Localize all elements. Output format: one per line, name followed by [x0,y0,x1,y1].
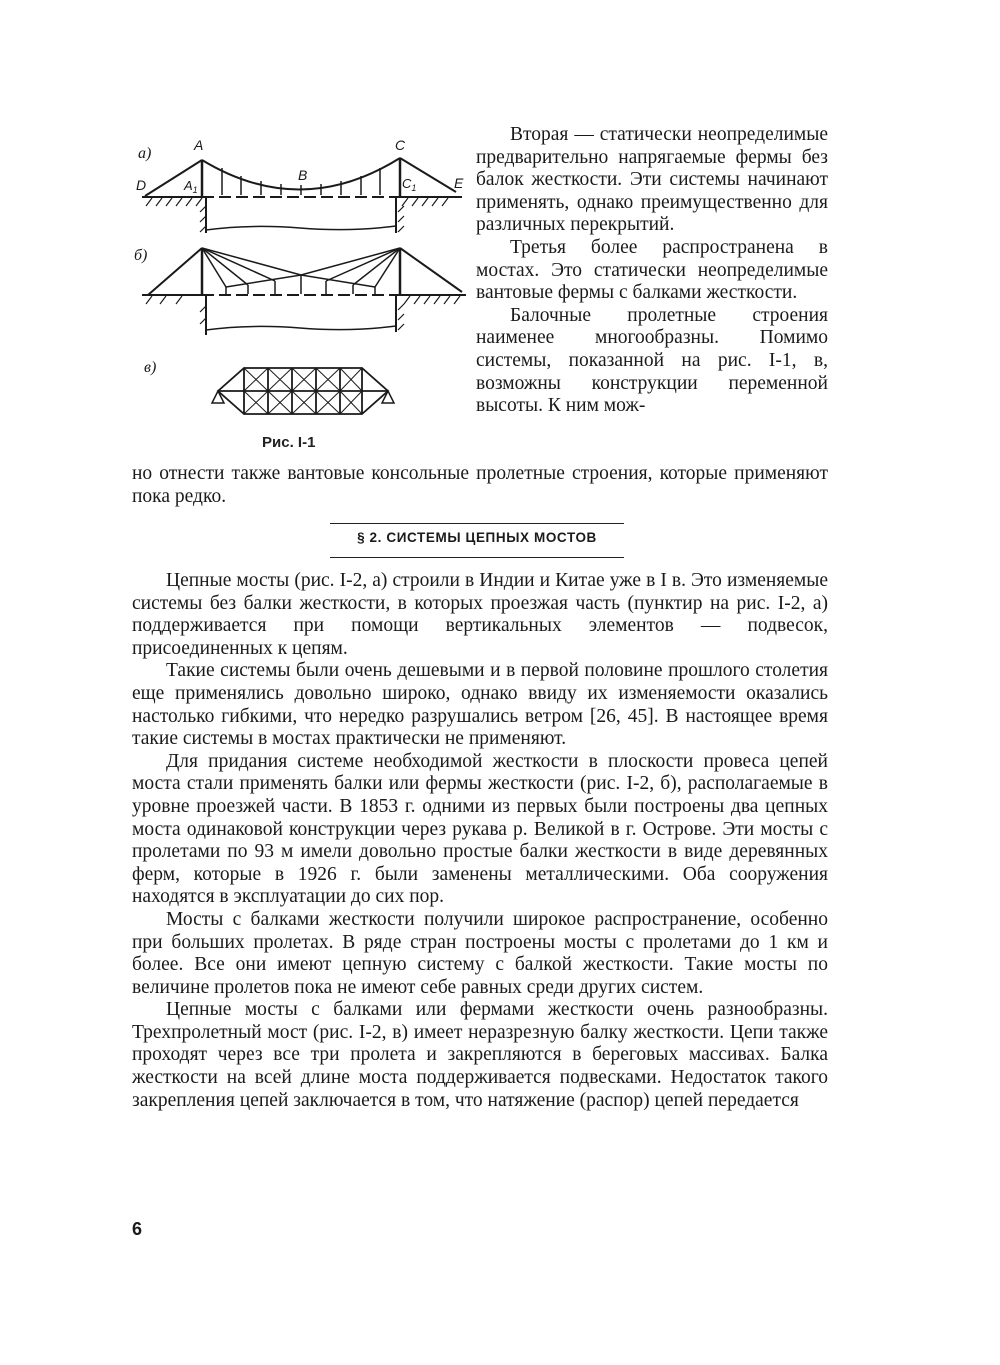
paragraph: Мосты с балками жесткости получили широкое распространение, особенно при больших пролетах. В ряде стран построены мосты с пролетами до 1 км и более. Все они имеют цепную систему с балкой жесткости. Такие мосты по величине пролетов пока не имеют себе равных среди других систем. [132,908,828,998]
page-number: 6 [132,1219,143,1239]
side-text-column [476,124,828,418]
svg-text:A: A [194,137,204,153]
heading-rule-bottom [330,557,624,558]
paragraph: Балочные пролетные строения наименее многообразны. Помимо системы, показанной на рис. I-1, в, возможны конструкции переменной высоты. К ним мож- [476,304,828,417]
panel-label-b: б) [134,247,148,264]
svg-text:D: D [136,177,147,193]
paragraph: Третья более распространена в мостах. Это статически неопределимые вантовые фермы с балками жесткости. [476,236,828,304]
body-text [132,570,828,1112]
panel-label-a: а) [138,145,152,162]
figure-caption: Рис. I-1 [262,434,316,451]
panel-label-v: в) [144,359,157,376]
section-heading: § 2. СИСТЕМЫ ЦЕПНЫХ МОСТОВ [357,530,597,545]
svg-text:B: B [298,167,308,183]
paragraph: но отнести также вантовые консольные пролетные строения, которые применяют пока редко. [132,463,828,507]
svg-text:C1: $C_1$ [402,176,417,193]
paragraph: Такие системы были очень дешевыми и в первой половине прошлого столетия еще применялись довольно широко, однако ввиду их изменяемости оказались настолько гибкими, что нередко разрушались ветром [26, 45]. В настоящее время такие системы в мостах практически не применяют. [132,660,828,750]
paragraph: Вторая — статически неопределимые предварительно напрягаемые фермы без балок жесткости. Эти системы начинают применять, однако преимущественно для различных перекрытий. [476,124,828,236]
svg-text:C: C [395,137,406,153]
figure-i-1 [120,120,480,460]
heading-rule-top [330,523,624,524]
svg-text:E: E [454,175,464,191]
svg-text:A1: $A_1$ [184,178,198,195]
paragraph: Для придания системе необходимой жесткости в плоскости провеса цепей моста стали применять балки или фермы жесткости (рис. I-2, б), располагаемые в уровне проезжей части. В 1853 г. одними из первых были построены два цепных моста одинаковой конструкции через рукава р. Великой в г. Острове. Эти мосты с пролетами по 93 м имели довольно простые балки жесткости в виде деревянных ферм, которые в 1926 г. были заменены металлическими. Оба сооружения находятся в эксплуатации до сих пор. [132,750,828,908]
paragraph: Цепные мосты с балками или фермами жесткости очень разнообразны. Трехпролетный мост (рис. I-2, в) имеет неразрезную балку жесткости. Цепи также проходят через все три пролета и закрепляются в береговых массивах. Балка жесткости на всей длине моста поддерживается подвесками. Недостаток такого закрепления цепей заключается в том, что натяжение (распор) цепей передается [132,999,828,1111]
bridge-schemes-diagram [120,120,480,460]
continuation-text [132,463,828,508]
paragraph: Цепные мосты (рис. I-2, а) строили в Индии и Китае уже в I в. Это изменяемые системы без балки жесткости, в которых проезжая часть (пунктир на рис. I-2, а) поддерживается при помощи вертикальных элементов — подвесок, присоединенных к цепям. [132,570,828,659]
